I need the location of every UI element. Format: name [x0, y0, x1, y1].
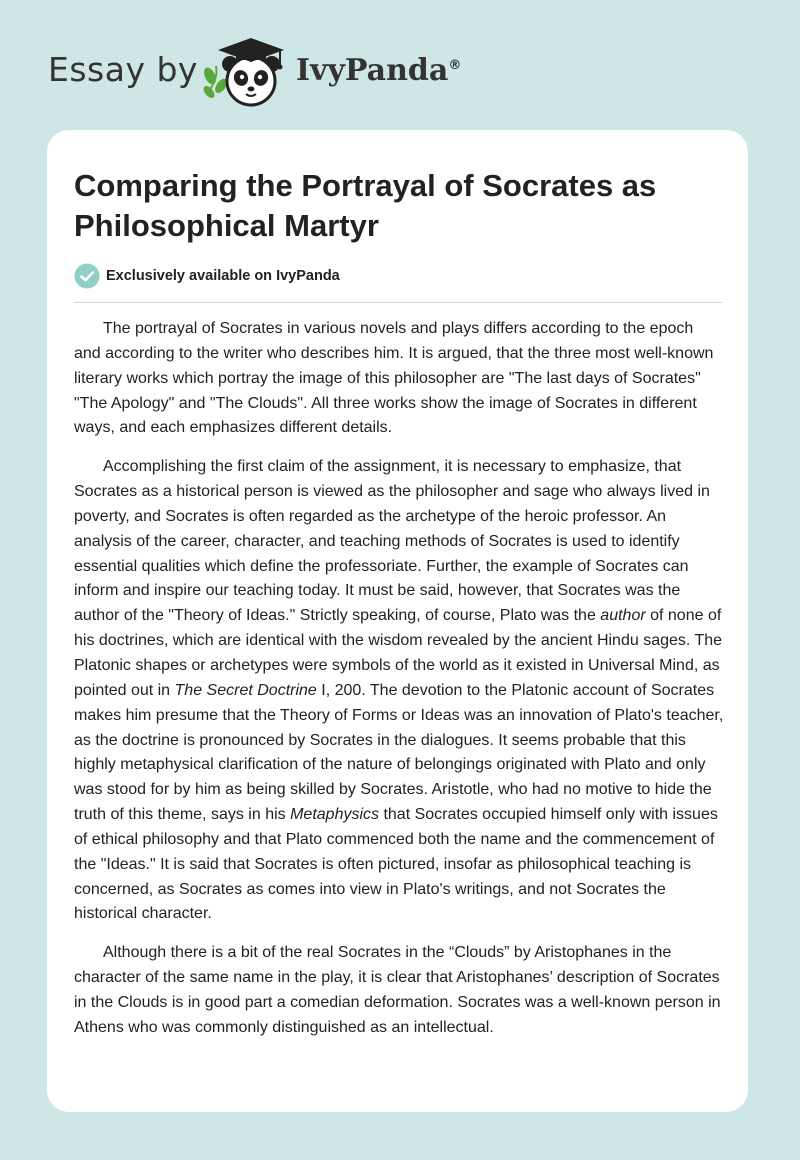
paragraph-text: I, 200. The devotion to the Platonic account of Socrates makes him presume that the Theory of Forms or Ideas was an innovation of Plato's teacher, as the doctrine is pronounced by Socrates in the dialogues. It seems probable that this highly metaphysical clarification of the nature of belongings originated with Plato and only was stood for by him as being skilled by Socrates. Aristotle, who had no motive to hide the truth of this theme, says in his: [74, 681, 724, 824]
paragraph-text: of none of his doctrines, which are identical with the wisdom revealed by the ancient Hindu sages. The Platonic shapes or archetypes were symbols of the world as it existed in Universal Mind, as pointed out in: [74, 607, 723, 699]
brand-prefix: Essay by: [48, 50, 198, 89]
check-circle-icon: [74, 263, 100, 289]
registered-mark: ®: [448, 58, 462, 73]
book-title: Metaphysics: [290, 806, 380, 824]
essay-card: [47, 130, 748, 1112]
paragraph-text: that Socrates occupied himself only with issues of ethical philosophy and that Plato commenced both the name and the commencement of the "Ideas." It is said that Socrates is often pictured, insofar as philosophical teaching is concerned, as Socrates as comes into view in Plato's writings, and not Socrates the historical character.: [74, 806, 718, 923]
paragraph: The portrayal of Socrates in various novels and plays differs according to the epoch and according to the writer who describes him. It is argued, that the three most well-known literary works which portray the image of this philosopher are "The last days of Socrates" "The Apology" and "The Clouds". All three works show the image of Socrates in different ways, and each emphasizes different details.: [74, 320, 714, 437]
paragraph-text: Accomplishing the first claim of the assignment, it is necessary to emphasize, that Socrates as a historical person is viewed as the philosopher and sage who always lived in poverty, and Socrates is often regarded as the archetype of the heroic professor. An analysis of the career, character, and teaching methods of Socrates is used to identify essential qualities which define the professoriate. Further, the example of Socrates can inform and inspire our teaching today. It must be said, however, that Socrates was the author of the "Theory of Ideas." Strictly speaking, of course, Plato was the: [74, 458, 710, 625]
panda-graduate-icon[interactable]: [200, 36, 292, 108]
paragraph: [74, 455, 724, 927]
brand-name[interactable]: [296, 53, 461, 88]
essay-body: [74, 317, 724, 1041]
book-title: The Secret Doctrine: [174, 681, 317, 699]
paragraph: Although there is a bit of the real Socrates in the “Clouds” by Aristophanes in the character of the same name in the play, it is clear that Aristophanes’ description of Socrates in the Clouds is in good part a comedian deformation. Socrates was a well-known person in Athens who was commonly distinguished as an intellectual.: [74, 944, 721, 1036]
brand-name-text: IvyPanda: [296, 53, 449, 88]
page-title: Comparing the Portrayal of Socrates as Philosophical Martyr: [74, 168, 657, 243]
badge-label: Exclusively available on IvyPanda: [106, 268, 340, 284]
italic-term: author: [600, 607, 646, 625]
site-header: [48, 36, 648, 108]
divider: [74, 302, 722, 303]
